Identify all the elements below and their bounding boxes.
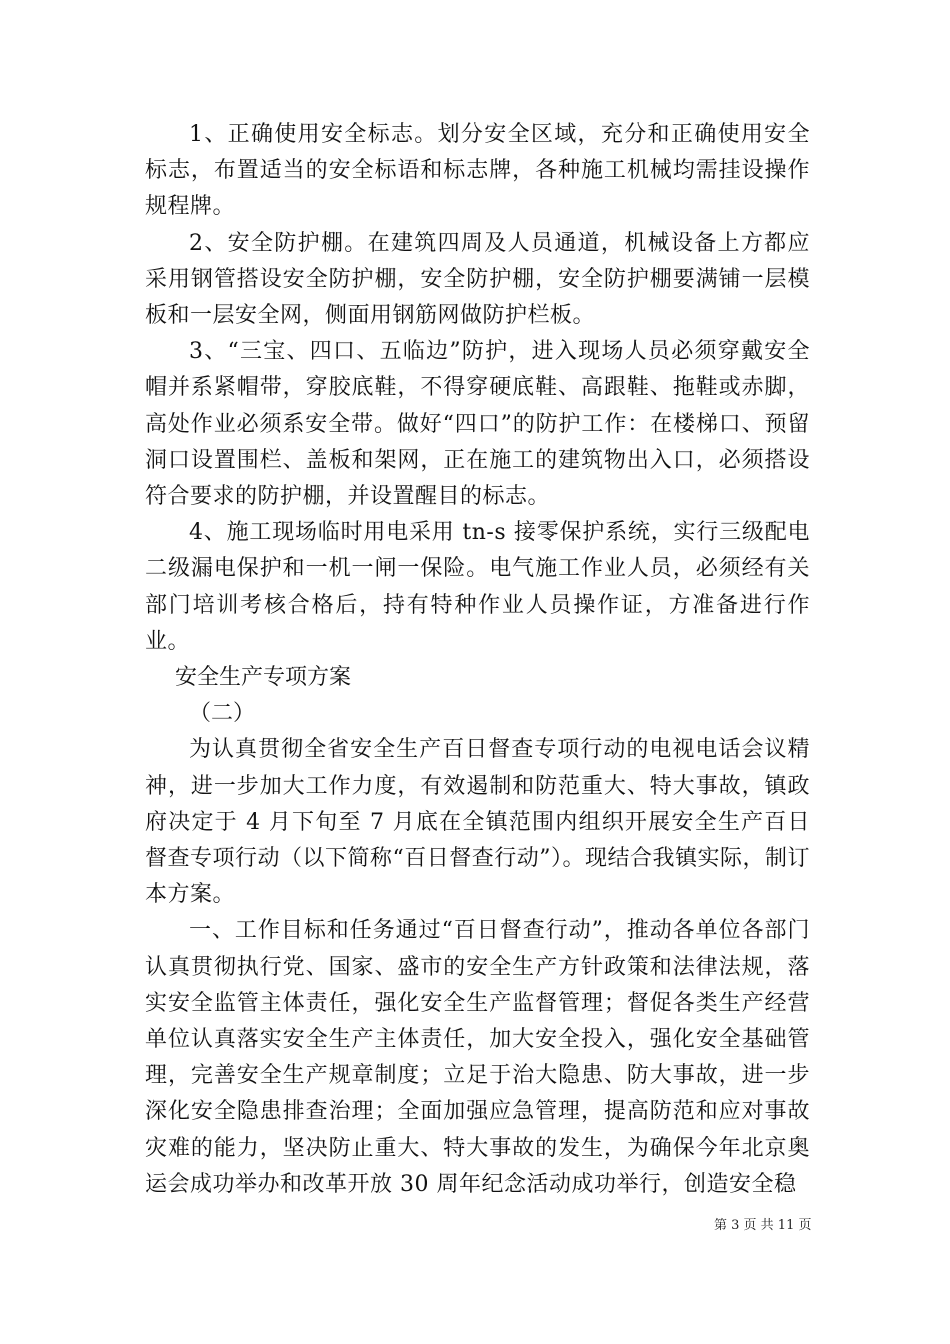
section-subtitle: （二） (189, 701, 256, 727)
paragraph-6: 一、工作目标和任务通过“百日督查行动”，推动各单位各部门认真贯彻执行党、国家、盛市的安全生产方针政策和法律法规，落实安全监管主体责任，强化安全生产监督管理；督促各类生产经营单位认真落实安全生产主体责任，加大安全投入，强化安全基础管理，完善安全生产规章制度；立足于治大隐患、防大事故，进一步深化安全隐患排查治理；全面加强应急管理，提高防范和应对事故灾难的能力，坚决防止重大、特大事故的发生，为确保今年北京奥运会成功举办和改革开放 30 周年纪念活动成功举行，创造安全稳 (145, 918, 810, 1197)
paragraph-4: 4、施工现场临时用电采用 tn-s 接零保护系统，实行三级配电二级漏电保护和一机一闸一保险。电气施工作业人员，必须经有关部门培训考核合格后，持有特种作业人员操作证，方准备进行作业。 (145, 520, 810, 654)
paragraph-3: 3、“三宝、四口、五临边”防护，进入现场人员必须穿戴安全帽并系紧帽带，穿胶底鞋，不得穿硬底鞋、高跟鞋、拖鞋或赤脚，高处作业必须系安全带。做好“四口”的防护工作：在楼梯口、预留洞口设置围栏、盖板和架网，正在施工的建筑物出入口，必须搭设符合要求的防护棚，并设置醒目的标志。 (145, 339, 810, 510)
paragraph-2: 2、安全防护棚。在建筑四周及人员通道，机械设备上方都应采用钢管搭设安全防护棚，安全防护棚，安全防护棚要满铺一层模板和一层安全网，侧面用钢筋网做防护栏板。 (145, 230, 810, 329)
page-number: 第 3 页 共 11 页 (714, 1218, 812, 1233)
paragraph-1: 1、正确使用安全标志。划分安全区域，充分和正确使用安全标志，布置适当的安全标语和标志牌，各种施工机械均需挂设操作规程牌。 (145, 122, 810, 220)
section-title: 安全生产专项方案 (175, 665, 352, 691)
paragraph-5: 为认真贯彻全省安全生产百日督查专项行动的电视电话会议精神，进一步加大工作力度，有效遏制和防范重大、特大事故，镇政府决定于 4 月下旬至 7 月底在全镇范围内组织开展安全生产百日督查专项行动（以下简称“百日督查行动”）。现结合我镇实际，制订本方案。 (145, 737, 810, 908)
document-body (145, 117, 810, 1203)
